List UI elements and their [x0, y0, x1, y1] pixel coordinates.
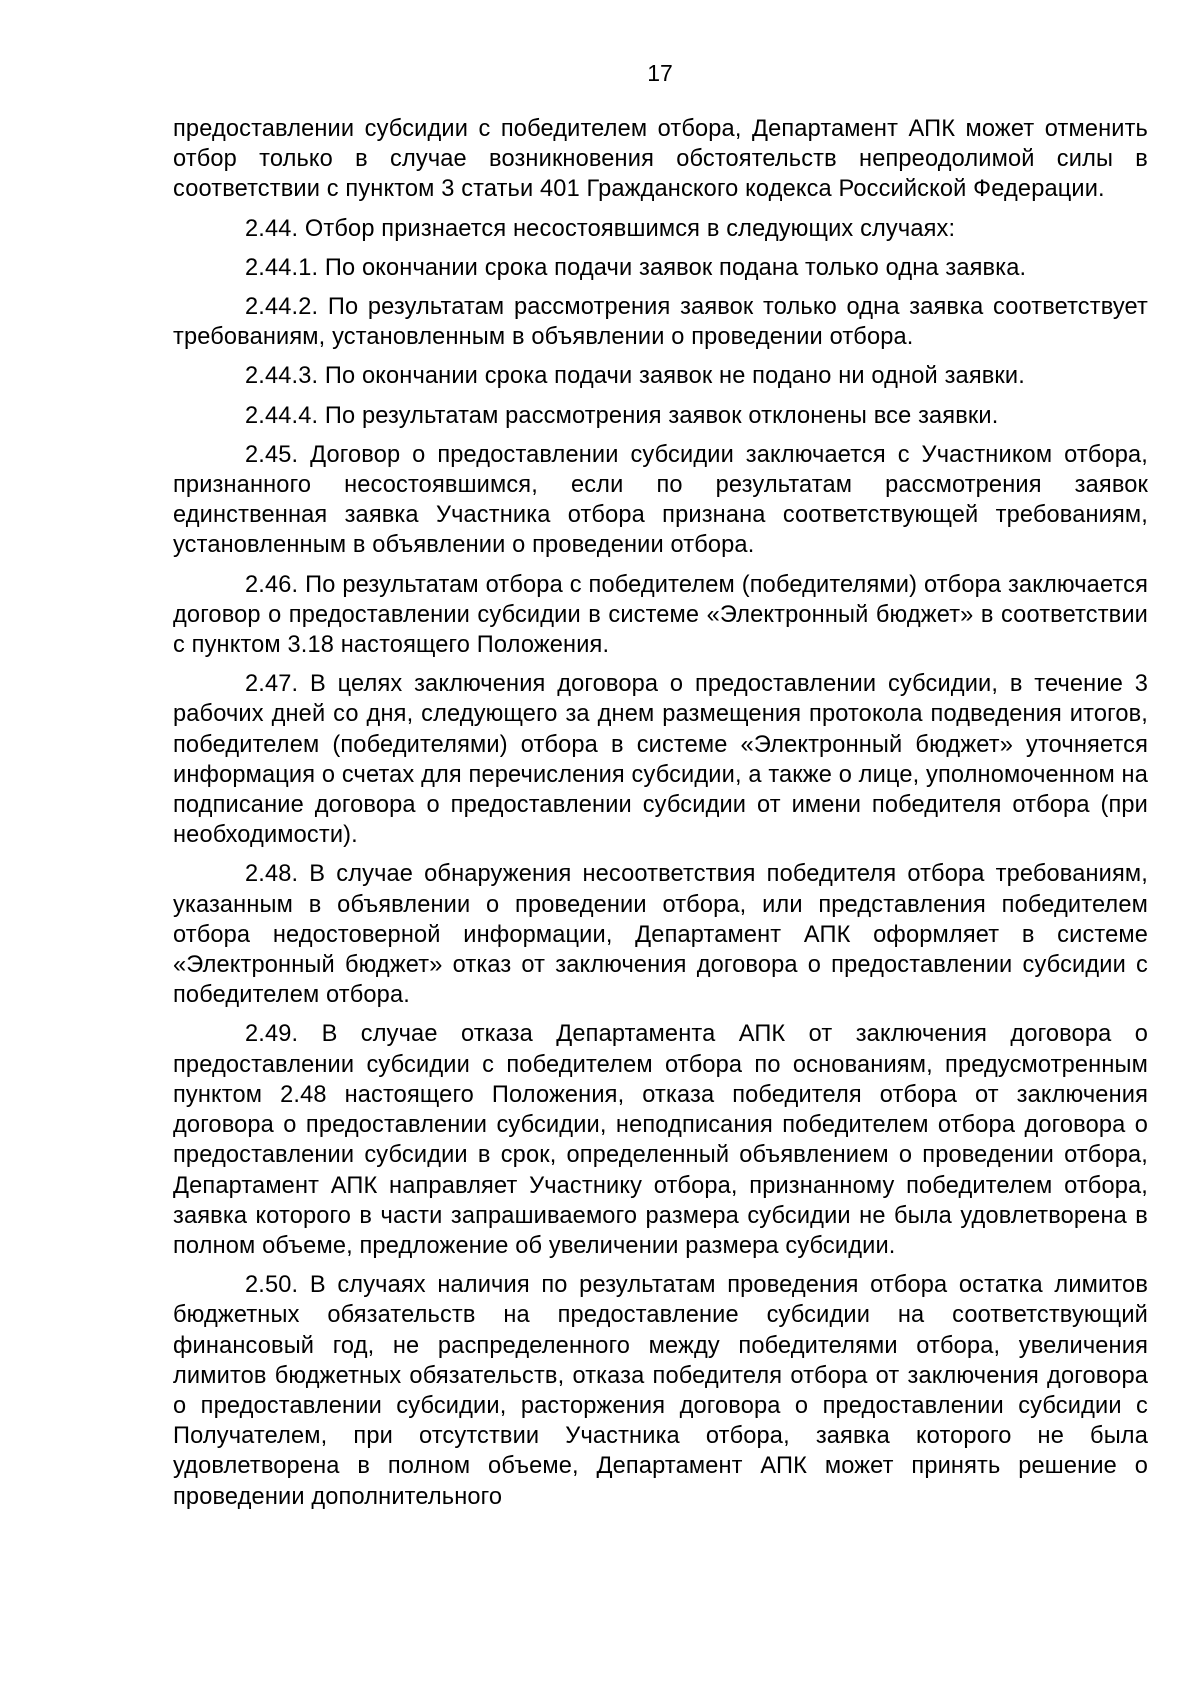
paragraph: 2.47. В целях заключения договора о предоставлении субсидии, в течение 3 рабочих дней со дня, следующего за днем размещения протокола подведения итогов, победителем (победителями) отбора в системе «Электронный бюджет» уточняется информация о счетах для перечисления субсидии, а также о лице, уполномоченном на подписание договора о предоставлении субсидии от имени победителя отбора (при необходимости). — [173, 671, 1148, 849]
paragraph: 2.44.4. По результатам рассмотрения заявок отклонены все заявки. — [245, 402, 999, 429]
paragraph: 2.46. По результатам отбора с победителем (победителями) отбора заключается договор о предоставлении субсидии в системе «Электронный бюджет» в соответствии с пунктом 3.18 настоящего Положения. — [173, 571, 1148, 659]
document-body — [173, 114, 1148, 1521]
paragraph: 2.49. В случае отказа Департамента АПК от заключения договора о предоставлении субсидии с победителем отбора по основаниям, предусмотренным пунктом 2.48 настоящего Положения, отказа победителя отбора от заключения договора о предоставлении субсидии, неподписания победителем отбора договора о предоставлении субсидии в срок, определенный объявлением о проведении отбора, Департамент АПК направляет Участнику отбора, признанному победителем отбора, заявка которого в части запрашиваемого размера субсидии не была удовлетворена в полном объеме, предложение об увеличении размера субсидии. — [173, 1021, 1148, 1259]
paragraph: 2.44.2. По результатам рассмотрения заявок только одна заявка соответствует требованиям, установленным в объявлении о проведении отбора. — [173, 294, 1148, 351]
paragraph: 2.44. Отбор признается несостоявшимся в следующих случаях: — [245, 215, 956, 242]
paragraph: 2.44.3. По окончании срока подачи заявок не подано ни одной заявки. — [245, 363, 1025, 390]
paragraph: 2.45. Договор о предоставлении субсидии заключается с Участником отбора, признанного несостоявшимся, если по результатам рассмотрения заявок единственная заявка Участника отбора признана соответствующей требованиям, установленным в объявлении о проведении отбора. — [173, 441, 1148, 559]
paragraph: 2.44.1. По окончании срока подачи заявок подана только одна заявка. — [245, 254, 1027, 281]
paragraph: 2.50. В случаях наличия по результатам проведения отбора остатка лимитов бюджетных обязательств на предоставление субсидии на соответствующий финансовый год, не распределенного между победителями отбора, увеличения лимитов бюджетных обязательств, отказа победителя отбора от заключения договора о предоставлении субсидии, расторжения договора о предоставлении субсидии с Получателем, при отсутствии Участника отбора, заявка которого не была удовлетворена в полном объеме, Департамент АПК может принять решение о проведении дополнительного — [173, 1272, 1148, 1510]
paragraph: предоставлении субсидии с победителем отбора, Департамент АПК может отменить отбор только в случае возникновения обстоятельств непреодолимой силы в соответствии с пунктом 3 статьи 401 Гражданского кодекса Российской Федерации. — [173, 116, 1148, 203]
paragraph: 2.48. В случае обнаружения несоответствия победителя отбора требованиям, указанным в объявлении о проведении отбора, или представления победителем отбора недостоверной информации, Департамент АПК оформляет в системе «Электронный бюджет» отказ от заключения договора о предоставлении субсидии с победителем отбора. — [173, 861, 1148, 1009]
page-number: 17 — [647, 60, 673, 86]
